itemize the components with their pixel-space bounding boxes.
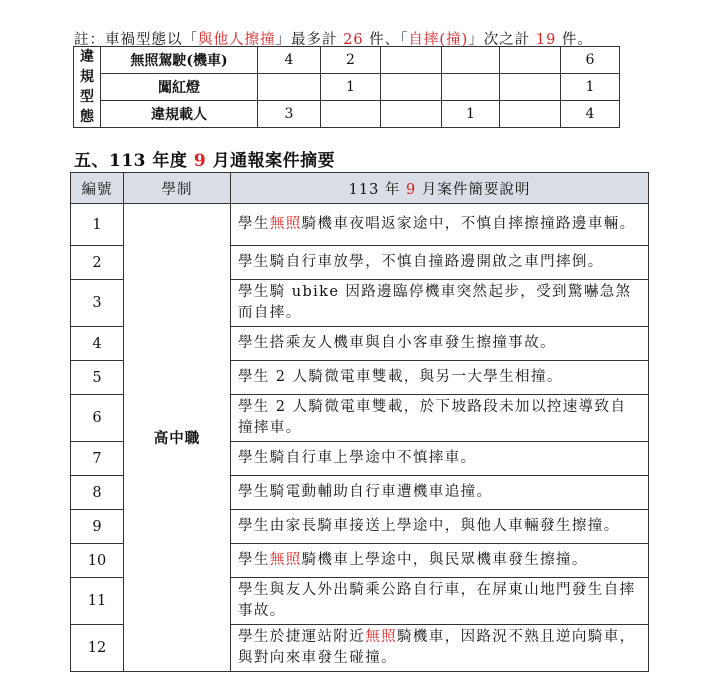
violation-count-cell: 4 bbox=[561, 101, 620, 128]
violation-count-cell bbox=[500, 101, 561, 128]
case-number: 2 bbox=[71, 246, 124, 280]
violation-count-cell: 1 bbox=[442, 101, 500, 128]
violation-count-cell bbox=[500, 47, 561, 74]
case-number: 11 bbox=[71, 578, 124, 625]
violation-group-label: 違規型態 bbox=[74, 47, 101, 128]
header-school-system: 學制 bbox=[124, 173, 231, 204]
case-description bbox=[231, 442, 649, 476]
description-text: 騎機車上學途中，與民眾機車發生擦撞。 bbox=[301, 552, 588, 568]
section-title bbox=[74, 146, 335, 171]
description-text: 騎機車夜唱返家途中，不慎自摔擦撞路邊車輛。 bbox=[301, 216, 636, 232]
case-number: 3 bbox=[71, 280, 124, 327]
note-count-2: 19 bbox=[535, 32, 557, 48]
note-text: 件。 bbox=[561, 32, 593, 48]
note-text: 」次之計 bbox=[468, 32, 531, 48]
description-text: 學生於捷運站附近 bbox=[238, 629, 366, 645]
description-text: 學生 bbox=[238, 552, 270, 568]
unlicensed-highlight: 無照 bbox=[269, 552, 302, 568]
violation-count-cell bbox=[381, 74, 442, 101]
description-text: 學生騎自行車放學，不慎自撞路邊開啟之車門摔倒。 bbox=[238, 254, 604, 270]
violation-table bbox=[73, 46, 620, 128]
case-number: 6 bbox=[71, 395, 124, 442]
description-text: 學生騎自行車上學途中不慎摔車。 bbox=[238, 450, 477, 466]
violation-count-cell bbox=[381, 101, 442, 128]
description-text: 學生搭乘友人機車與自小客車發生擦撞事故。 bbox=[238, 335, 556, 351]
description-text: 學生由家長騎車接送上學途中，與他人車輛發生擦撞。 bbox=[238, 518, 620, 534]
header-summary bbox=[231, 173, 649, 204]
violation-row bbox=[74, 74, 620, 101]
description-text: 學生 2 人騎微電車雙載，於下坡路段未加以控速導致自撞摔車。 bbox=[238, 399, 627, 436]
case-description bbox=[231, 204, 649, 246]
violation-count-cell: 1 bbox=[561, 74, 620, 101]
violation-count-cell: 4 bbox=[258, 47, 321, 74]
case-description bbox=[231, 625, 649, 672]
description-text: 騎機車，因路況不熟且逆向騎車，與對向來車發生碰撞。 bbox=[238, 629, 636, 666]
case-description bbox=[231, 510, 649, 544]
case-number: 7 bbox=[71, 442, 124, 476]
case-number: 9 bbox=[71, 510, 124, 544]
case-description bbox=[231, 395, 649, 442]
note-count-1: 26 bbox=[343, 32, 364, 48]
violation-type-label: 違規載人 bbox=[101, 101, 258, 128]
note-text: 註：車禍型態以「 bbox=[74, 32, 198, 48]
case-summary-table bbox=[70, 172, 649, 672]
violation-row bbox=[74, 47, 620, 74]
violation-count-cell bbox=[500, 74, 561, 101]
case-description bbox=[231, 246, 649, 280]
description-text: 學生 2 人騎微電車雙載，與另一大學生相撞。 bbox=[238, 369, 563, 385]
header-summary-suffix: 月案件簡要說明 bbox=[416, 181, 531, 198]
case-number: 1 bbox=[71, 204, 124, 246]
violation-count-cell bbox=[258, 74, 321, 101]
case-number: 10 bbox=[71, 544, 124, 578]
section-title-prefix: 五、113 年度 bbox=[74, 151, 194, 171]
case-description bbox=[231, 544, 649, 578]
case-description bbox=[231, 476, 649, 510]
header-number: 編號 bbox=[71, 173, 124, 204]
violation-count-cell bbox=[442, 47, 500, 74]
description-text: 學生與友人外出騎乘公路自行車，在屏東山地門發生自摔事故。 bbox=[238, 582, 636, 619]
case-number: 12 bbox=[71, 625, 124, 672]
unlicensed-highlight: 無照 bbox=[365, 629, 398, 645]
case-description bbox=[231, 361, 649, 395]
unlicensed-highlight: 無照 bbox=[269, 216, 302, 232]
section-title-month: 9 bbox=[193, 151, 207, 171]
school-system-cell: 高中職 bbox=[124, 204, 231, 672]
table-row bbox=[71, 204, 649, 246]
case-number: 8 bbox=[71, 476, 124, 510]
violation-count-cell: 3 bbox=[258, 101, 321, 128]
note-highlight-self-fall: 自摔(撞) bbox=[408, 32, 469, 48]
header-summary-prefix: 113 年 bbox=[348, 181, 407, 198]
case-number: 4 bbox=[71, 327, 124, 361]
note-text: 」最多計 bbox=[275, 32, 338, 48]
violation-count-cell: 2 bbox=[321, 47, 381, 74]
note-highlight-collision: 與他人擦撞 bbox=[198, 32, 276, 48]
violation-count-cell: 1 bbox=[321, 74, 381, 101]
violation-type-label: 闖紅燈 bbox=[101, 74, 258, 101]
violation-count-cell bbox=[381, 47, 442, 74]
case-number: 5 bbox=[71, 361, 124, 395]
violation-count-cell: 6 bbox=[561, 47, 620, 74]
violation-row bbox=[74, 101, 620, 128]
header-summary-month: 9 bbox=[406, 181, 417, 198]
table-header-row bbox=[71, 173, 649, 204]
violation-type-label: 無照駕駛(機車) bbox=[101, 47, 258, 74]
case-description bbox=[231, 327, 649, 361]
description-text: 學生騎電動輔助自行車遭機車追撞。 bbox=[238, 484, 493, 500]
case-description bbox=[231, 578, 649, 625]
case-description bbox=[231, 280, 649, 327]
violation-count-cell bbox=[321, 101, 381, 128]
violation-count-cell bbox=[442, 74, 500, 101]
description-text: 學生 bbox=[238, 216, 270, 232]
note-text: 件、「 bbox=[369, 32, 409, 48]
description-text: 學生騎 ubike 因路邊臨停機車突然起步，受到驚嚇急煞而自摔。 bbox=[238, 284, 632, 321]
section-title-suffix: 月通報案件摘要 bbox=[206, 151, 336, 171]
